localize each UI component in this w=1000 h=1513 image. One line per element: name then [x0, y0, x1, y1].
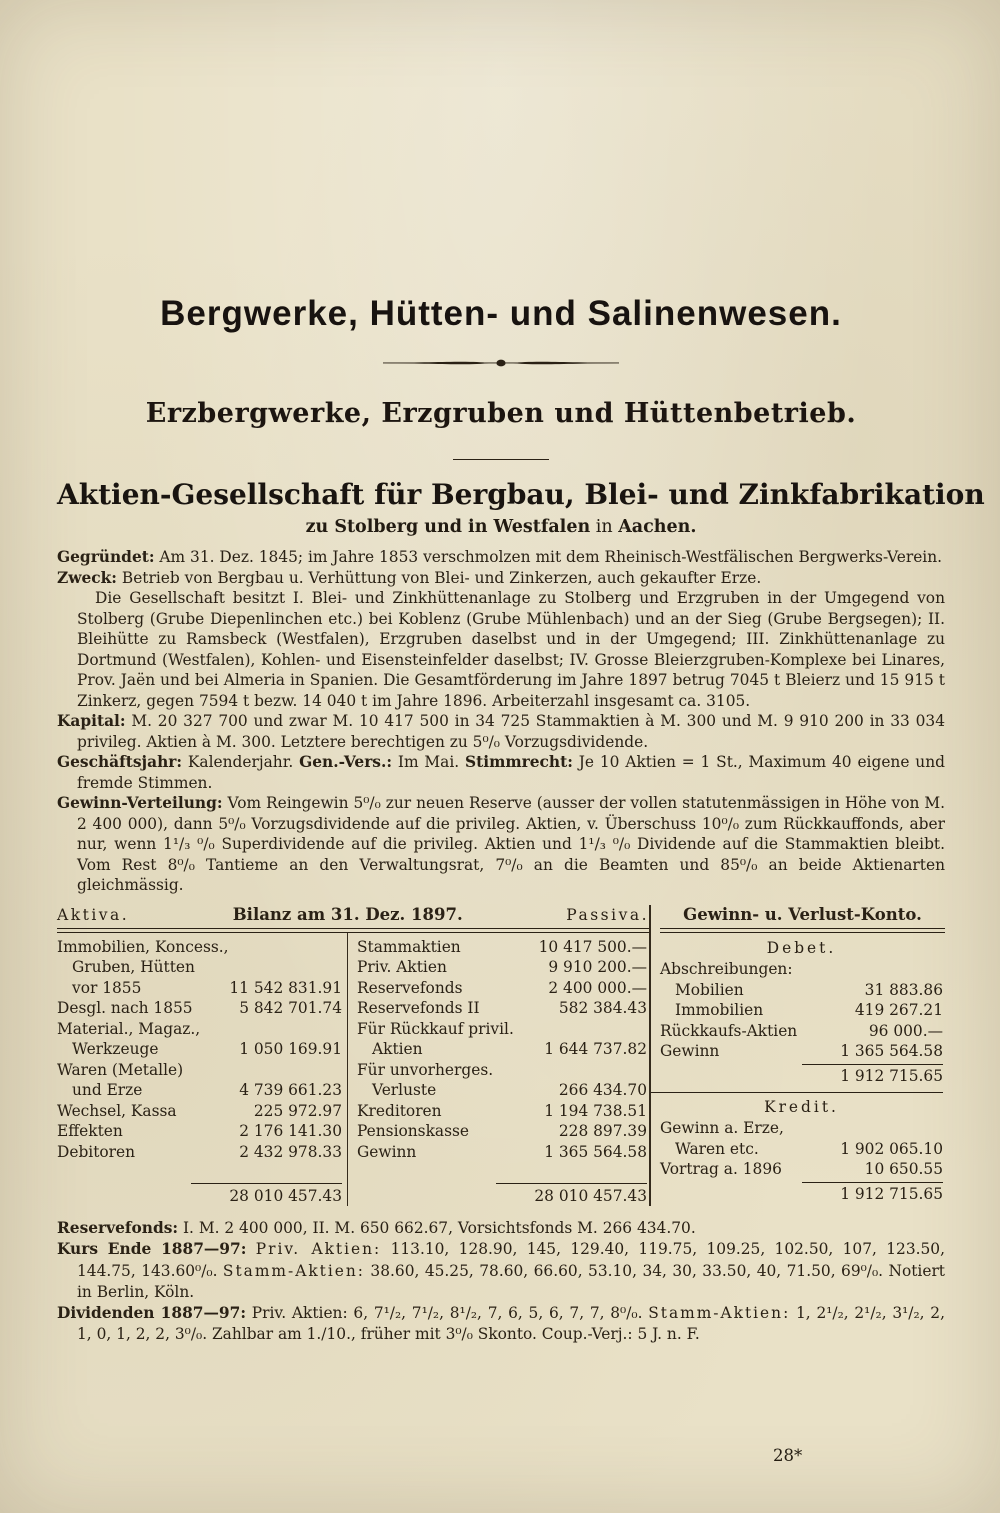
paragraph: [57, 1218, 945, 1239]
table-row: [57, 1121, 342, 1142]
row-amount: 228 897.39: [558, 1122, 647, 1141]
table-row: [357, 937, 647, 958]
table-row: [660, 1159, 943, 1180]
paragraph-text: Priv. Aktien: 6, 7¹/₂, 7¹/₂, 8¹/₂, 7, 6, 5, 6, 7, 7, 8⁰/₀.: [246, 1303, 649, 1322]
row-amount: 9 910 200.—: [548, 958, 647, 977]
paragraph-label: Reservefonds:: [57, 1219, 179, 1238]
row-label: Gewinn: [660, 1042, 720, 1061]
table-row: [660, 1000, 943, 1021]
paragraph-text: Stamm-Aktien:: [222, 1261, 365, 1280]
row-label: Abschreibungen:: [660, 960, 793, 979]
paragraph-text: Vom Reingewin 5⁰/₀ zur neuen Reserve (ausser der vollen statutenmässigen in Höhe von M. 2 400 000), dann 5⁰/₀ Vorzugsdividende auf die privileg. Aktien, v. Überschuss 10⁰/₀ zum Rückkauffonds, aber nur, wenn 1¹/₃ ⁰/₀ Superdividende auf die privileg. Aktien und 1¹/₃ ⁰/₀ Dividende auf die Stammaktien bleibt. Vom Rest 8⁰/₀ Tantieme an den Verwaltungsrat, 7⁰/₀ an die Beamten und 85⁰/₀ an beide Aktienarten gleichmässig.: [77, 794, 945, 894]
kredit-rows: [660, 1118, 943, 1180]
debet-heading: Debet.: [766, 938, 837, 957]
passiva-total: 28 010 457.43: [496, 1183, 647, 1206]
table-row: [57, 1142, 342, 1163]
passiva-column: [347, 933, 649, 1207]
row-amount: 225 972.97: [253, 1101, 342, 1120]
paragraph-text: 38.60, 45.25, 78.60, 66.60, 53.10, 34, 30, 33.50, 40, 71.50, 69⁰/₀. Notiert in Berlin, Köln.: [77, 1261, 945, 1301]
paragraph-text: in: [590, 517, 619, 537]
section-heading: Bergwerke, Hütten- und Salinenwesen.: [160, 294, 842, 333]
row-label: Vortrag a. 1896: [660, 1160, 782, 1179]
paragraph-label: Dividenden 1887—97:: [57, 1303, 247, 1322]
paragraph-label: Gewinn-Verteilung:: [57, 794, 223, 812]
row-label: Für unvorherges.: [357, 1060, 494, 1079]
divider-ornament: [383, 358, 619, 368]
aktiva-total: 28 010 457.43: [191, 1183, 342, 1206]
table-row: [660, 1139, 943, 1160]
paragraph-text: Betrieb von Bergbau u. Verhüttung von Blei- und Zinkerzen, auch gekaufter Erze.: [117, 568, 762, 587]
table-row: [57, 1080, 342, 1101]
paragraph-text: I. M. 2 400 000, II. M. 650 662.67, Vorsichtsfonds M. 266 434.70.: [178, 1219, 696, 1238]
row-label: vor 1855: [72, 978, 142, 997]
subsection-heading: Erzbergwerke, Erzgruben und Hüttenbetrieb.: [145, 398, 857, 429]
table-row: [660, 1118, 943, 1139]
paragraph: [57, 588, 945, 711]
table-row: [357, 1039, 647, 1060]
paragraph: [57, 711, 945, 752]
balance-columns: [57, 933, 649, 1207]
paragraph-label: Gegründet:: [57, 548, 155, 566]
paragraph: [57, 752, 945, 793]
company-location: [57, 517, 945, 537]
row-amount: 10 650.55: [864, 1160, 943, 1179]
row-label: Kreditoren: [357, 1101, 442, 1120]
balance-header: [57, 905, 649, 929]
table-row: [357, 957, 647, 978]
paragraph-label: Geschäftsjahr:: [57, 753, 183, 771]
row-amount: 2 176 141.30: [239, 1122, 342, 1141]
row-amount: 419 267.21: [854, 1001, 943, 1020]
row-amount: 11 542 831.91: [229, 978, 342, 997]
row-amount: 2 400 000.—: [548, 978, 647, 997]
row-amount: 1 365 564.58: [840, 1042, 943, 1061]
row-label: Waren etc.: [675, 1139, 759, 1158]
paragraph-label: Gen.-Vers.:: [299, 753, 393, 771]
row-amount: 1 902 065.10: [840, 1139, 943, 1158]
row-label: Material., Magaz.,: [57, 1019, 201, 1038]
paragraph-label: zu Stolberg und in Westfalen: [305, 517, 591, 537]
row-label: Werkzeuge: [72, 1040, 159, 1059]
row-label: Desgl. nach 1855: [57, 999, 193, 1018]
table-row: [357, 1019, 647, 1040]
row-amount: 10 417 500.—: [538, 937, 647, 956]
row-label: Immobilien, Koncess.,: [57, 937, 229, 956]
row-amount: 4 739 661.23: [239, 1081, 342, 1100]
pnl-body: [660, 933, 945, 1205]
company-name: Aktien-Gesellschaft für Bergbau, Blei- und Zinkfabrikation: [57, 478, 985, 511]
aktiva-rows: [57, 937, 342, 1163]
table-row: [57, 957, 342, 978]
debet-total: 1 912 715.65: [802, 1064, 943, 1087]
company-info-paragraphs: [57, 547, 945, 896]
aktiva-column: [57, 933, 347, 1207]
paragraph: [57, 1303, 945, 1345]
row-label: Reservefonds II: [357, 999, 480, 1018]
row-amount: 266 434.70: [558, 1081, 647, 1100]
table-row: [660, 959, 943, 980]
paragraph-text: [246, 1240, 255, 1258]
row-label: Debitoren: [57, 1142, 136, 1161]
row-label: Aktien: [372, 1040, 423, 1059]
table-row: [357, 1121, 647, 1142]
row-amount: 31 883.86: [864, 980, 943, 999]
table-row: [57, 1039, 342, 1060]
row-amount: 2 432 978.33: [239, 1142, 342, 1161]
row-label: Immobilien: [675, 1001, 764, 1020]
section-rule: [651, 1092, 943, 1093]
page-number: 28*: [773, 1446, 803, 1465]
divider-rule: [453, 459, 549, 460]
table-row: [660, 980, 943, 1001]
balance-sheet: [57, 905, 945, 1207]
row-label: Gewinn a. Erze,: [660, 1119, 784, 1138]
row-label: Effekten: [57, 1122, 123, 1141]
row-label: Stammaktien: [357, 937, 461, 956]
passiva-total-row: [357, 1183, 647, 1206]
paragraph-text: Priv. Aktien:: [255, 1240, 382, 1259]
balance-left-section: [57, 905, 649, 1207]
paragraph-text: Die Gesellschaft besitzt I. Blei- und Zinkhüttenanlage zu Stolberg und Erzgruben in der Umgegend von Stolberg (Grube Diepenlinchen etc.) bei Koblenz (Grube Mühlenbach) und an der Sieg (Grube Bergsegen); II. Bleihütte zu Ramsbeck (Westfalen), Erzgruben daselbst und in der Umgegend; III. Zinkhüttenanlage zu Dortmund (Westfalen), Kohlen- und Eisensteinfelder daselbst; IV. Grosse Bleierzgruben-Komplexe bei Linares, Prov. Jaën und bei Almeria in Spanien. Die Gesamtförderung im Jahre 1897 betrug 7045 t Bleierz und 15 915 t Zinkerz, gegen 7594 t bezw. 14 040 t im Jahre 1896. Arbeiterzahl insgesamt ca. 3105.: [77, 589, 945, 710]
table-row: [57, 1101, 342, 1122]
table-row: [57, 1019, 342, 1040]
paragraph-label: Kapital:: [57, 712, 126, 730]
table-row: [357, 978, 647, 999]
notes-paragraphs: [57, 1218, 945, 1345]
balance-title: Bilanz am 31. Dez. 1897.: [232, 904, 463, 924]
row-amount: 1 194 738.51: [544, 1101, 647, 1120]
debet-rows: [660, 959, 943, 1062]
row-amount: 1 644 737.82: [544, 1040, 647, 1059]
aktiva-total-row: [57, 1183, 342, 1206]
paragraph-text: Je 10 Aktien = 1 St., Maximum 40 eigene und fremde Stimmen.: [77, 753, 945, 792]
row-label: Verluste: [372, 1081, 437, 1100]
paragraph-label: Stimmrecht:: [465, 753, 573, 771]
paragraph-label: Aachen.: [618, 517, 697, 537]
row-label: Priv. Aktien: [357, 958, 447, 977]
row-amount: 96 000.—: [868, 1021, 943, 1040]
debet-total-row: [660, 1064, 943, 1087]
row-label: Pensionskasse: [357, 1122, 469, 1141]
page-content: [57, 0, 985, 1345]
kredit-heading: Kredit.: [764, 1097, 839, 1116]
row-label: Rückkaufs-Aktien: [660, 1021, 798, 1040]
row-amount: 1 050 169.91: [239, 1040, 342, 1059]
row-label: Gruben, Hütten: [72, 958, 195, 977]
table-row: [357, 1060, 647, 1081]
kredit-total: 1 912 715.65: [802, 1182, 943, 1205]
table-row: [357, 1080, 647, 1101]
row-amount: 5 842 701.74: [239, 999, 342, 1018]
paragraph-text: Stamm-Aktien:: [648, 1303, 791, 1322]
row-label: Reservefonds: [357, 978, 463, 997]
table-row: [357, 1101, 647, 1122]
paragraph-text: Am 31. Dez. 1845; im Jahre 1853 verschmolzen mit dem Rheinisch-Westfälischen Bergwerks-Verein.: [154, 548, 943, 566]
passiva-rows: [357, 937, 647, 1163]
paragraph-text: 113.10, 128.90, 145, 129.40, 119.75, 109.25, 102.50, 107, 123.50, 144.75, 143.60⁰/₀.: [77, 1240, 945, 1280]
table-row: [357, 998, 647, 1019]
table-row: [57, 998, 342, 1019]
paragraph: [57, 793, 945, 896]
paragraph-text: M. 20 327 700 und zwar M. 10 417 500 in 34 725 Stammaktien à M. 300 und M. 9 910 200 in 33 034 privileg. Aktien à M. 300. Letztere berechtigen zu 5⁰/₀ Vorzugsdividende.: [77, 712, 945, 751]
row-amount: 582 384.43: [558, 999, 647, 1018]
passiva-label: Passiva.: [566, 905, 649, 924]
row-label: Mobilien: [675, 980, 744, 999]
paragraph: [57, 568, 945, 589]
paragraph-label: Kurs Ende 1887—97:: [57, 1240, 247, 1259]
paragraph-text: 1, 2¹/₂, 2¹/₂, 3¹/₂, 2, 1, 0, 1, 2, 2, 3⁰/₀. Zahlbar am 1./10., früher mit 3⁰/₀ Skonto. Coup.-Verj.: 5 J. n. F.: [77, 1303, 945, 1344]
paragraph: [57, 1239, 945, 1303]
table-row: [660, 1021, 943, 1042]
row-amount: 1 365 564.58: [544, 1142, 647, 1161]
table-row: [660, 1041, 943, 1062]
row-label: Gewinn: [357, 1142, 417, 1161]
aktiva-label: Aktiva.: [57, 905, 130, 924]
pnl-section: [649, 905, 945, 1207]
paragraph: [57, 547, 945, 568]
row-label: Für Rückkauf privil.: [357, 1019, 514, 1038]
kredit-total-row: [660, 1182, 943, 1205]
paragraph-text: Im Mai.: [392, 753, 465, 771]
table-row: [57, 1060, 342, 1081]
paragraph-label: Zweck:: [57, 568, 117, 587]
pnl-title: Gewinn- u. Verlust-Konto.: [683, 904, 922, 924]
table-row: [357, 1142, 647, 1163]
row-label: und Erze: [72, 1081, 143, 1100]
paragraph-text: Kalenderjahr.: [182, 753, 300, 771]
table-row: [57, 978, 342, 999]
table-row: [57, 937, 342, 958]
row-label: Waren (Metalle): [57, 1060, 184, 1079]
row-label: Wechsel, Kassa: [57, 1101, 177, 1120]
